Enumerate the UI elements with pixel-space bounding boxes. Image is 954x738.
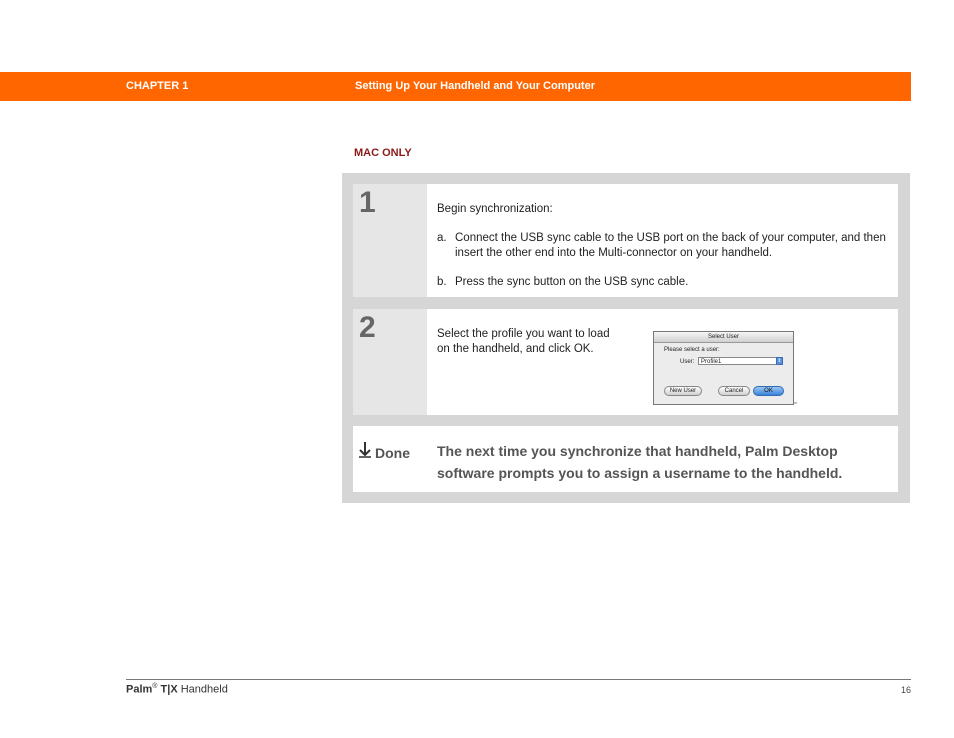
done-text-label: Done [375,445,410,461]
new-user-button[interactable]: New User [664,386,702,396]
done-text: The next time you synchronize that handheld, Palm Desktop software prompts you to assign a username to the handheld. [437,443,843,481]
done-box [353,426,898,492]
select-user-dialog-screenshot [653,331,794,405]
section-label: MAC ONLY [354,147,412,159]
footer-brand: Palm [126,683,153,696]
substep-letter: a. [437,232,447,244]
registered-mark: ® [152,683,158,690]
step-body [437,202,886,290]
page-number: 16 [900,685,911,695]
step-intro: Begin synchronization: [437,203,553,215]
done-label [359,442,410,461]
dialog-prompt: Please select a user: [664,347,720,353]
down-arrow-icon [359,442,371,461]
select-arrows-icon: ⇕ [777,358,782,364]
cancel-button[interactable]: Cancel [718,386,750,396]
substep-text: Press the sync button on the USB sync cable. [455,276,689,288]
step-number: 2 [359,311,376,344]
step-2 [353,309,898,415]
footer-product-name: Handheld [180,683,228,696]
substep-a [437,231,886,261]
dialog-corner-mark: m [794,400,798,405]
step-number: 1 [359,186,376,219]
selected-user: Profile1 [701,359,722,365]
dialog-title: Select User [654,332,793,343]
step-number-column [353,184,427,297]
chapter-title: Setting Up Your Handheld and Your Computer [355,80,595,92]
ok-button[interactable]: OK [753,386,784,396]
substep-b [437,275,886,290]
substep-letter: b. [437,276,447,288]
footer-model: T|X [160,683,178,696]
substep-text: Connect the USB sync cable to the USB port on the back of your computer, and then insert the other end into the Multi-connector on your handheld. [455,232,886,259]
chapter-header-bar [0,72,911,101]
chapter-label: CHAPTER 1 [126,80,189,92]
steps-panel [342,173,910,503]
footer-product [126,683,228,696]
user-select[interactable] [698,357,783,365]
footer-rule [126,679,911,680]
step-number-column [353,309,427,415]
step-1 [353,184,898,297]
dialog-user-label: User: [680,359,695,365]
step-body: Select the profile you want to load on the handheld, and click OK. [437,328,610,355]
